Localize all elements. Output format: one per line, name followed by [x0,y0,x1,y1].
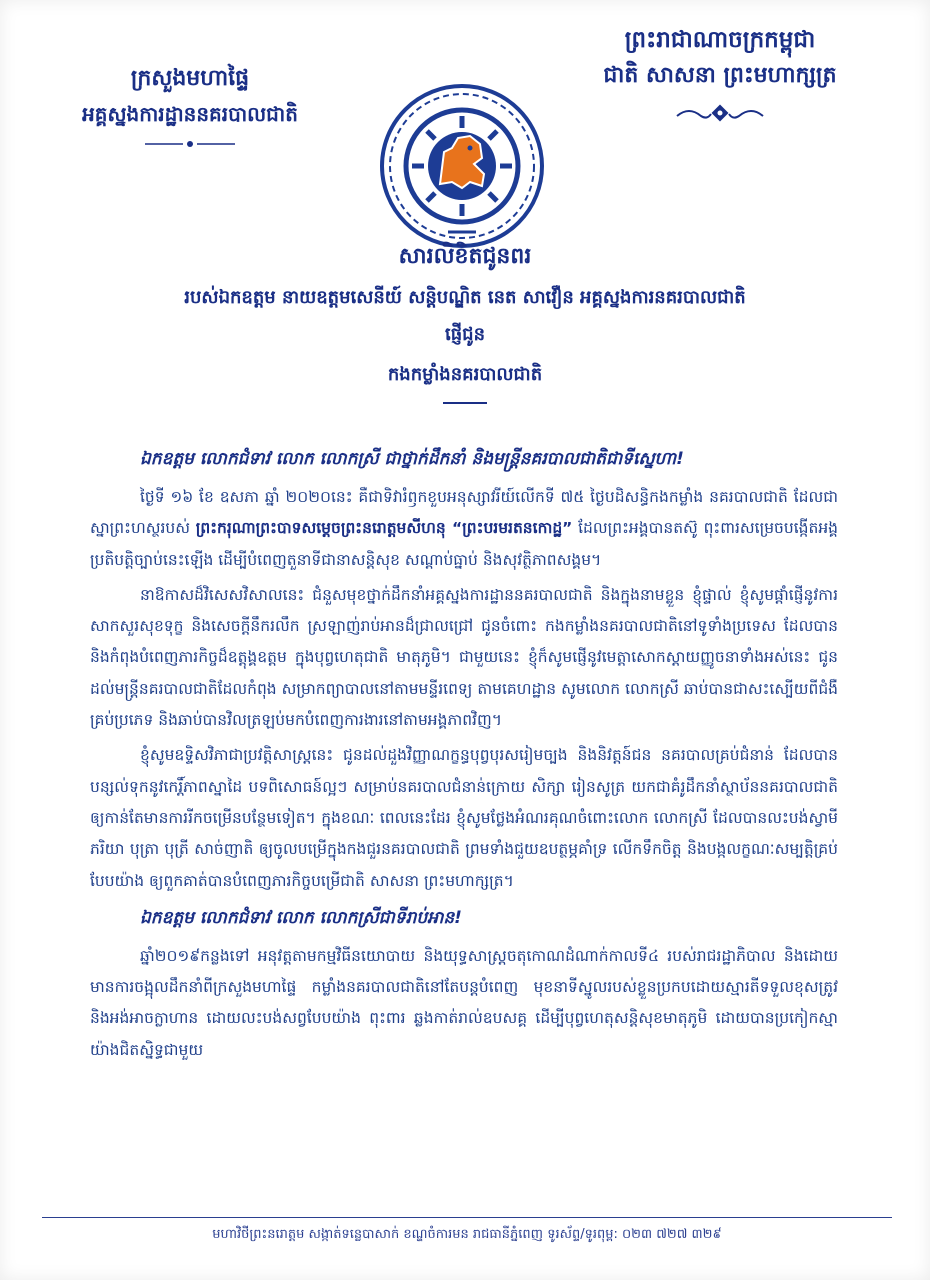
letter-title-block [60,238,870,404]
ministry-header [60,62,320,152]
paragraph-1-start: ថ្ងៃទី ១៦ ខែ ឧសភា ឆ្នាំ ២០២០នេះ គឺជាទិវារំឭកខួបអនុស្សាវរីយ៍លើកទី ៧៥ ថ្ងៃបដិសន្ធិកងកម្លាំង នគរបាលជាតិ ដែលជាស្នាព្រះហស្ថរបស់ [90,488,838,538]
letter-body [90,442,838,1070]
letter-recipient: កងកម្លាំងនគរបាលជាតិ [387,364,543,385]
national-police-seal-icon [378,82,546,250]
letter-author: របស់ឯកឧត្តម នាយឧត្តមសេនីយ៍ សន្តិបណ្ឌិត នេត សាវឿន អគ្គស្នងការនគរបាលជាតិ [184,287,746,308]
salutation-2: ឯកឧត្តម លោកជំទាវ លោក លោកស្រីជាទីរាប់អាន! [140,907,462,928]
footer-address: មហាវិថីព្រះនរោត្តម សង្កាត់ទន្លេបាសាក់ ខណ្ឌចំការមន រាជធានីភ្នំពេញ ទូរស័ព្ទ/ទូរពុម្ព: ០២៣ ៧២៧ ៣២៩ [212,1227,722,1242]
paragraph-1-end: ដែលព្រះអង្គបានតស៊ូ ពុះពារសម្រេចបង្កើតអង្គប្រតិបត្តិច្បាប់នេះឡើង ដើម្បីបំពេញតួនាទីជានាសន្តិសុខ សណ្តាប់ធ្នាប់ និងសុវត្ថិភាពសង្គម។ [90,519,838,569]
title-divider [443,402,487,404]
kingdom-header [560,22,880,130]
paragraph-1 [90,482,838,576]
paragraph-3: ខ្ញុំសូមឧទ្ទិសវិភាជាប្រវត្តិសាស្ត្រនេះ ជូនដល់ដួងវិញ្ញាណក្ខន្ធបុព្វបុរសរៀមច្បង និងនិវត្តន៍ជន នគរបាលគ្រប់ជំនាន់ ដែលបានបន្សល់ទុកនូវកេរ្តិ៍ភាពស្នាដៃ បទពិសោធន៍ល្អៗ សម្រាប់នគរបាលជំនាន់ក្រោយ សិក្សា រៀនសូត្រ យកជាគំរូដឹកនាំស្ថាប័ននគរបាលជាតិឲ្យកាន់តែមានការរីកចម្រើនបន្ថែមទៀត។ ក្នុងខណៈ ពេលនេះដែរ ខ្ញុំសូមថ្លែងអំណរគុណចំពោះលោក លោកស្រី ដែលបានលះបង់ស្វាមី ភរិយា បុត្រា បុត្រី សាច់ញាតិ ឲ្យចូលបម្រើក្នុងកងជួរនគរបាលជាតិ ព្រមទាំងជួយឧបត្ថម្ភគាំទ្រ លើកទឹកចិត្ត និងបង្កលក្ខណៈសម្បត្តិគ្រប់ បែបយ៉ាង ឲ្យពួកគាត់បានបំពេញភារកិច្ចបម្រើជាតិ សាសនា ព្រះមហាក្សត្រ។ [90,746,838,890]
letter-title: សារលិខិតជូនពរ [398,244,532,269]
paragraph-2: នាឱកាសដ៏វិសេសវិសាលនេះ ជំនួសមុខថ្នាក់ដឹកនាំអគ្គស្នងការដ្ឋាននគរបាលជាតិ និងក្នុងនាមខ្លួន ខ្ញុំផ្ទាល់ ខ្ញុំសូមផ្តាំផ្ញើនូវការសាកសួរសុខទុក្ខ និងសេចក្តីនឹករលឹក ស្រឡាញ់រាប់អានដ៏ជ្រាលជ្រៅ ជូនចំពោះ កងកម្លាំងនគរបាលជាតិនៅទូទាំងប្រទេស ដែលបាននិងកំពុងបំពេញភារកិច្ចដ៏ឧត្តុង្គឧត្តម ក្នុងបុព្វហេតុជាតិ មាតុភូមិ។ ជាមួយនេះ ខ្ញុំក៏សូមផ្ញើនូវមេត្តាសោកស្តាយញ្ញូចនាទាំងអស់នេះ ជូនដល់មន្ត្រីនគរបាលជាតិដែលកំពុង សម្រាកព្យាបាលនៅតាមមន្ទីរពេទ្យ តាមគេហដ្ឋាន សូមលោក លោកស្រី ឆាប់បានជាសះស្បើយពីជំងឺគ្រប់ប្រភេទ និងឆាប់បានវិលត្រឡប់មកបំពេញការងារនៅតាមអង្គភាពវិញ។ [90,585,838,730]
royal-name-highlight: ព្រះករុណាព្រះបាទសម្តេចព្រះនរោត្តមសីហនុ “ព្រះបរមរតនកោដ្ឋ” [195,519,573,538]
paragraph-4: ឆ្នាំ២០១៩កន្លងទៅ អនុវត្តតាមកម្មវិធីនយោបាយ និងយុទ្ធសាស្ត្រចតុកោណដំណាក់កាលទី៤ របស់រាជរដ្ឋាភិបាល និងដោយមានការចង្អុលដឹកនាំពីក្រសួងមហាផ្ទៃ កម្លាំងនគរបាលជាតិនៅតែបន្តបំពេញ មុខនាទីស្នូលរបស់ខ្លួនប្រកបដោយស្មារតីទទួលខុសត្រូវ និងអង់អាចក្លាហាន ដោយលះបង់សព្វបែបយ៉ាង ពុះពារ ឆ្លងកាត់រាល់ឧបសគ្គ ដើម្បីបុព្វហេតុសន្តិសុខមាតុភូមិ ដោយបានប្រកៀកស្មាយ៉ាងជិតស្និទ្ធជាមួយ [90,946,838,1059]
header-divider-ornament [145,140,235,148]
motto-ornament-icon [675,100,765,126]
department-name: អគ្គស្នងការដ្ឋាននគរបាលជាតិ [82,102,298,126]
national-motto: ជាតិ សាសនា ព្រះមហាក្សត្រ [603,63,837,88]
letter-sent-to-label: ផ្ញើជូន [445,324,485,345]
ministry-name: ក្រសួងមហាផ្ទៃ [130,66,250,91]
salutation-1: ឯកឧត្តម លោកជំទាវ លោក លោកស្រី ជាថ្នាក់ដឹកនាំ និងមន្ត្រីនគរបាលជាតិជាទីស្នេហា! [140,449,684,469]
kingdom-name: ព្រះរាជាណាចក្រកម្ពុជា [624,27,816,53]
footer-divider [42,1217,892,1218]
